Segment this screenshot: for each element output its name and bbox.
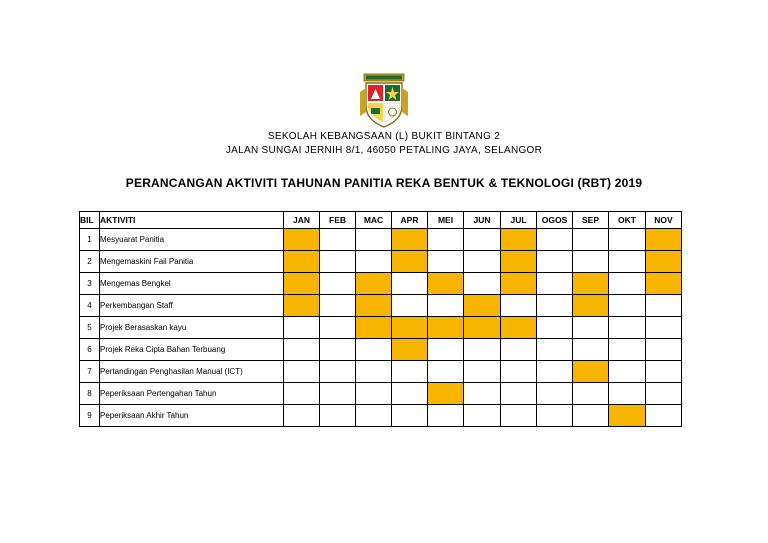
month-cell-jun [464, 229, 501, 251]
month-header-mei: MEI [428, 212, 464, 229]
month-cell-ogos [537, 229, 573, 251]
month-cell-nov [646, 339, 682, 361]
month-cell-okt [609, 229, 646, 251]
month-cell-okt [609, 339, 646, 361]
month-cell-feb [320, 273, 356, 295]
month-cell-mac [356, 383, 392, 405]
month-cell-feb [320, 229, 356, 251]
month-cell-nov-active [646, 229, 682, 251]
month-cell-sep [573, 339, 609, 361]
month-cell-jun-active [464, 317, 501, 339]
month-cell-jan [284, 361, 320, 383]
month-cell-sep [573, 229, 609, 251]
activity-name: Peperiksaan Akhir Tahun [100, 405, 284, 427]
month-cell-nov-active [646, 251, 682, 273]
month-cell-apr [392, 273, 428, 295]
month-cell-mac [356, 229, 392, 251]
activity-name: Perkembangan Staff [100, 295, 284, 317]
month-cell-okt [609, 251, 646, 273]
month-header-mac: MAC [356, 212, 392, 229]
month-cell-apr [392, 361, 428, 383]
month-cell-okt [609, 317, 646, 339]
month-cell-feb [320, 383, 356, 405]
table-row [80, 251, 682, 273]
month-cell-ogos [537, 383, 573, 405]
month-cell-okt [609, 383, 646, 405]
month-cell-sep-active [573, 361, 609, 383]
month-cell-jan-active [284, 273, 320, 295]
school-address: JALAN SUNGAI JERNIH 8/1, 46050 PETALING JAYA, SELANGOR [225, 145, 543, 156]
month-header-jan: JAN [284, 212, 320, 229]
month-cell-apr-active [392, 251, 428, 273]
table-row [80, 273, 682, 295]
month-cell-okt [609, 295, 646, 317]
month-cell-jan-active [284, 251, 320, 273]
month-cell-nov [646, 361, 682, 383]
row-number: 1 [80, 229, 100, 251]
month-cell-feb [320, 361, 356, 383]
month-cell-jan [284, 383, 320, 405]
table-row [80, 383, 682, 405]
row-number: 2 [80, 251, 100, 273]
month-cell-ogos [537, 405, 573, 427]
month-cell-apr [392, 295, 428, 317]
month-header-sep: SEP [573, 212, 609, 229]
month-header-feb: FEB [320, 212, 356, 229]
activity-name: Mengemaskini Fail Panitia [100, 251, 284, 273]
table-body [80, 229, 682, 427]
month-cell-ogos [537, 317, 573, 339]
month-cell-mac [356, 339, 392, 361]
month-cell-feb [320, 317, 356, 339]
month-cell-jun [464, 339, 501, 361]
month-cell-ogos [537, 251, 573, 273]
month-cell-feb [320, 251, 356, 273]
month-cell-mei [428, 405, 464, 427]
month-header-jun: JUN [464, 212, 501, 229]
bil-header: BIL [80, 212, 100, 229]
activity-header: AKTIVITI [100, 212, 284, 229]
month-cell-jan-active [284, 229, 320, 251]
school-crest-icon [358, 72, 410, 130]
month-cell-mei [428, 339, 464, 361]
month-cell-jan [284, 405, 320, 427]
month-header-jul: JUL [501, 212, 537, 229]
table-row [80, 229, 682, 251]
month-cell-mei [428, 229, 464, 251]
month-cell-nov-active [646, 273, 682, 295]
month-cell-ogos [537, 295, 573, 317]
activity-name: Pertandingan Penghasilan Manual (ICT) [100, 361, 284, 383]
month-cell-jun-active [464, 295, 501, 317]
month-cell-mei [428, 251, 464, 273]
activity-name: Projek Reka Cipta Bahan Terbuang [100, 339, 284, 361]
month-cell-jan-active [284, 295, 320, 317]
month-cell-mei-active [428, 383, 464, 405]
month-cell-ogos [537, 339, 573, 361]
month-cell-apr [392, 405, 428, 427]
month-cell-sep-active [573, 273, 609, 295]
month-cell-jan [284, 339, 320, 361]
month-cell-okt [609, 273, 646, 295]
school-name: SEKOLAH KEBANGSAAN (L) BUKIT BINTANG 2 [267, 131, 501, 142]
month-cell-okt [609, 361, 646, 383]
month-cell-jul-active [501, 273, 537, 295]
month-cell-mac [356, 361, 392, 383]
table-row [80, 295, 682, 317]
table-row [80, 361, 682, 383]
month-header-okt: OKT [609, 212, 646, 229]
month-cell-feb [320, 405, 356, 427]
month-cell-sep-active [573, 295, 609, 317]
month-cell-nov [646, 295, 682, 317]
table-row [80, 339, 682, 361]
month-cell-sep [573, 317, 609, 339]
month-cell-sep [573, 405, 609, 427]
month-cell-jul [501, 361, 537, 383]
table-row [80, 317, 682, 339]
month-cell-nov [646, 405, 682, 427]
month-cell-ogos [537, 273, 573, 295]
row-number: 7 [80, 361, 100, 383]
month-cell-mei [428, 361, 464, 383]
table-header-row [80, 212, 682, 229]
month-cell-jun [464, 251, 501, 273]
row-number: 4 [80, 295, 100, 317]
month-cell-jul [501, 383, 537, 405]
row-number: 6 [80, 339, 100, 361]
month-cell-jul [501, 339, 537, 361]
row-number: 8 [80, 383, 100, 405]
row-number: 9 [80, 405, 100, 427]
month-header-apr: APR [392, 212, 428, 229]
month-cell-ogos [537, 361, 573, 383]
month-header-ogos: OGOS [537, 212, 573, 229]
activity-name: Mengemas Bengkel [100, 273, 284, 295]
month-header-nov: NOV [646, 212, 682, 229]
month-cell-mac [356, 405, 392, 427]
month-cell-jul-active [501, 317, 537, 339]
month-cell-mac-active [356, 317, 392, 339]
month-cell-jun [464, 405, 501, 427]
month-cell-okt-active [609, 405, 646, 427]
month-cell-feb [320, 339, 356, 361]
activity-plan-table [79, 211, 682, 427]
row-number: 3 [80, 273, 100, 295]
month-cell-apr [392, 383, 428, 405]
activity-name: Mesyuarat Panitia [100, 229, 284, 251]
activity-name: Projek Berasaskan kayu [100, 317, 284, 339]
month-cell-jul-active [501, 229, 537, 251]
month-cell-jul [501, 295, 537, 317]
table-row [80, 405, 682, 427]
month-cell-jul-active [501, 251, 537, 273]
month-cell-mac-active [356, 295, 392, 317]
document-title: PERANCANGAN AKTIVITI TAHUNAN PANITIA REKA BENTUK & TEKNOLOGI (RBT) 2019 [125, 176, 643, 190]
month-cell-feb [320, 295, 356, 317]
month-cell-nov [646, 383, 682, 405]
activity-name: Peperiksaan Pertengahan Tahun [100, 383, 284, 405]
month-cell-apr-active [392, 339, 428, 361]
month-cell-mei-active [428, 273, 464, 295]
month-cell-jan [284, 317, 320, 339]
month-cell-jun [464, 383, 501, 405]
month-cell-mac [356, 251, 392, 273]
row-number: 5 [80, 317, 100, 339]
month-cell-mei-active [428, 317, 464, 339]
month-cell-apr-active [392, 229, 428, 251]
month-cell-jun [464, 273, 501, 295]
month-cell-apr-active [392, 317, 428, 339]
month-cell-sep [573, 383, 609, 405]
month-cell-jun [464, 361, 501, 383]
month-cell-mei [428, 295, 464, 317]
month-cell-sep [573, 251, 609, 273]
month-cell-jul [501, 405, 537, 427]
month-cell-mac-active [356, 273, 392, 295]
month-cell-nov [646, 317, 682, 339]
